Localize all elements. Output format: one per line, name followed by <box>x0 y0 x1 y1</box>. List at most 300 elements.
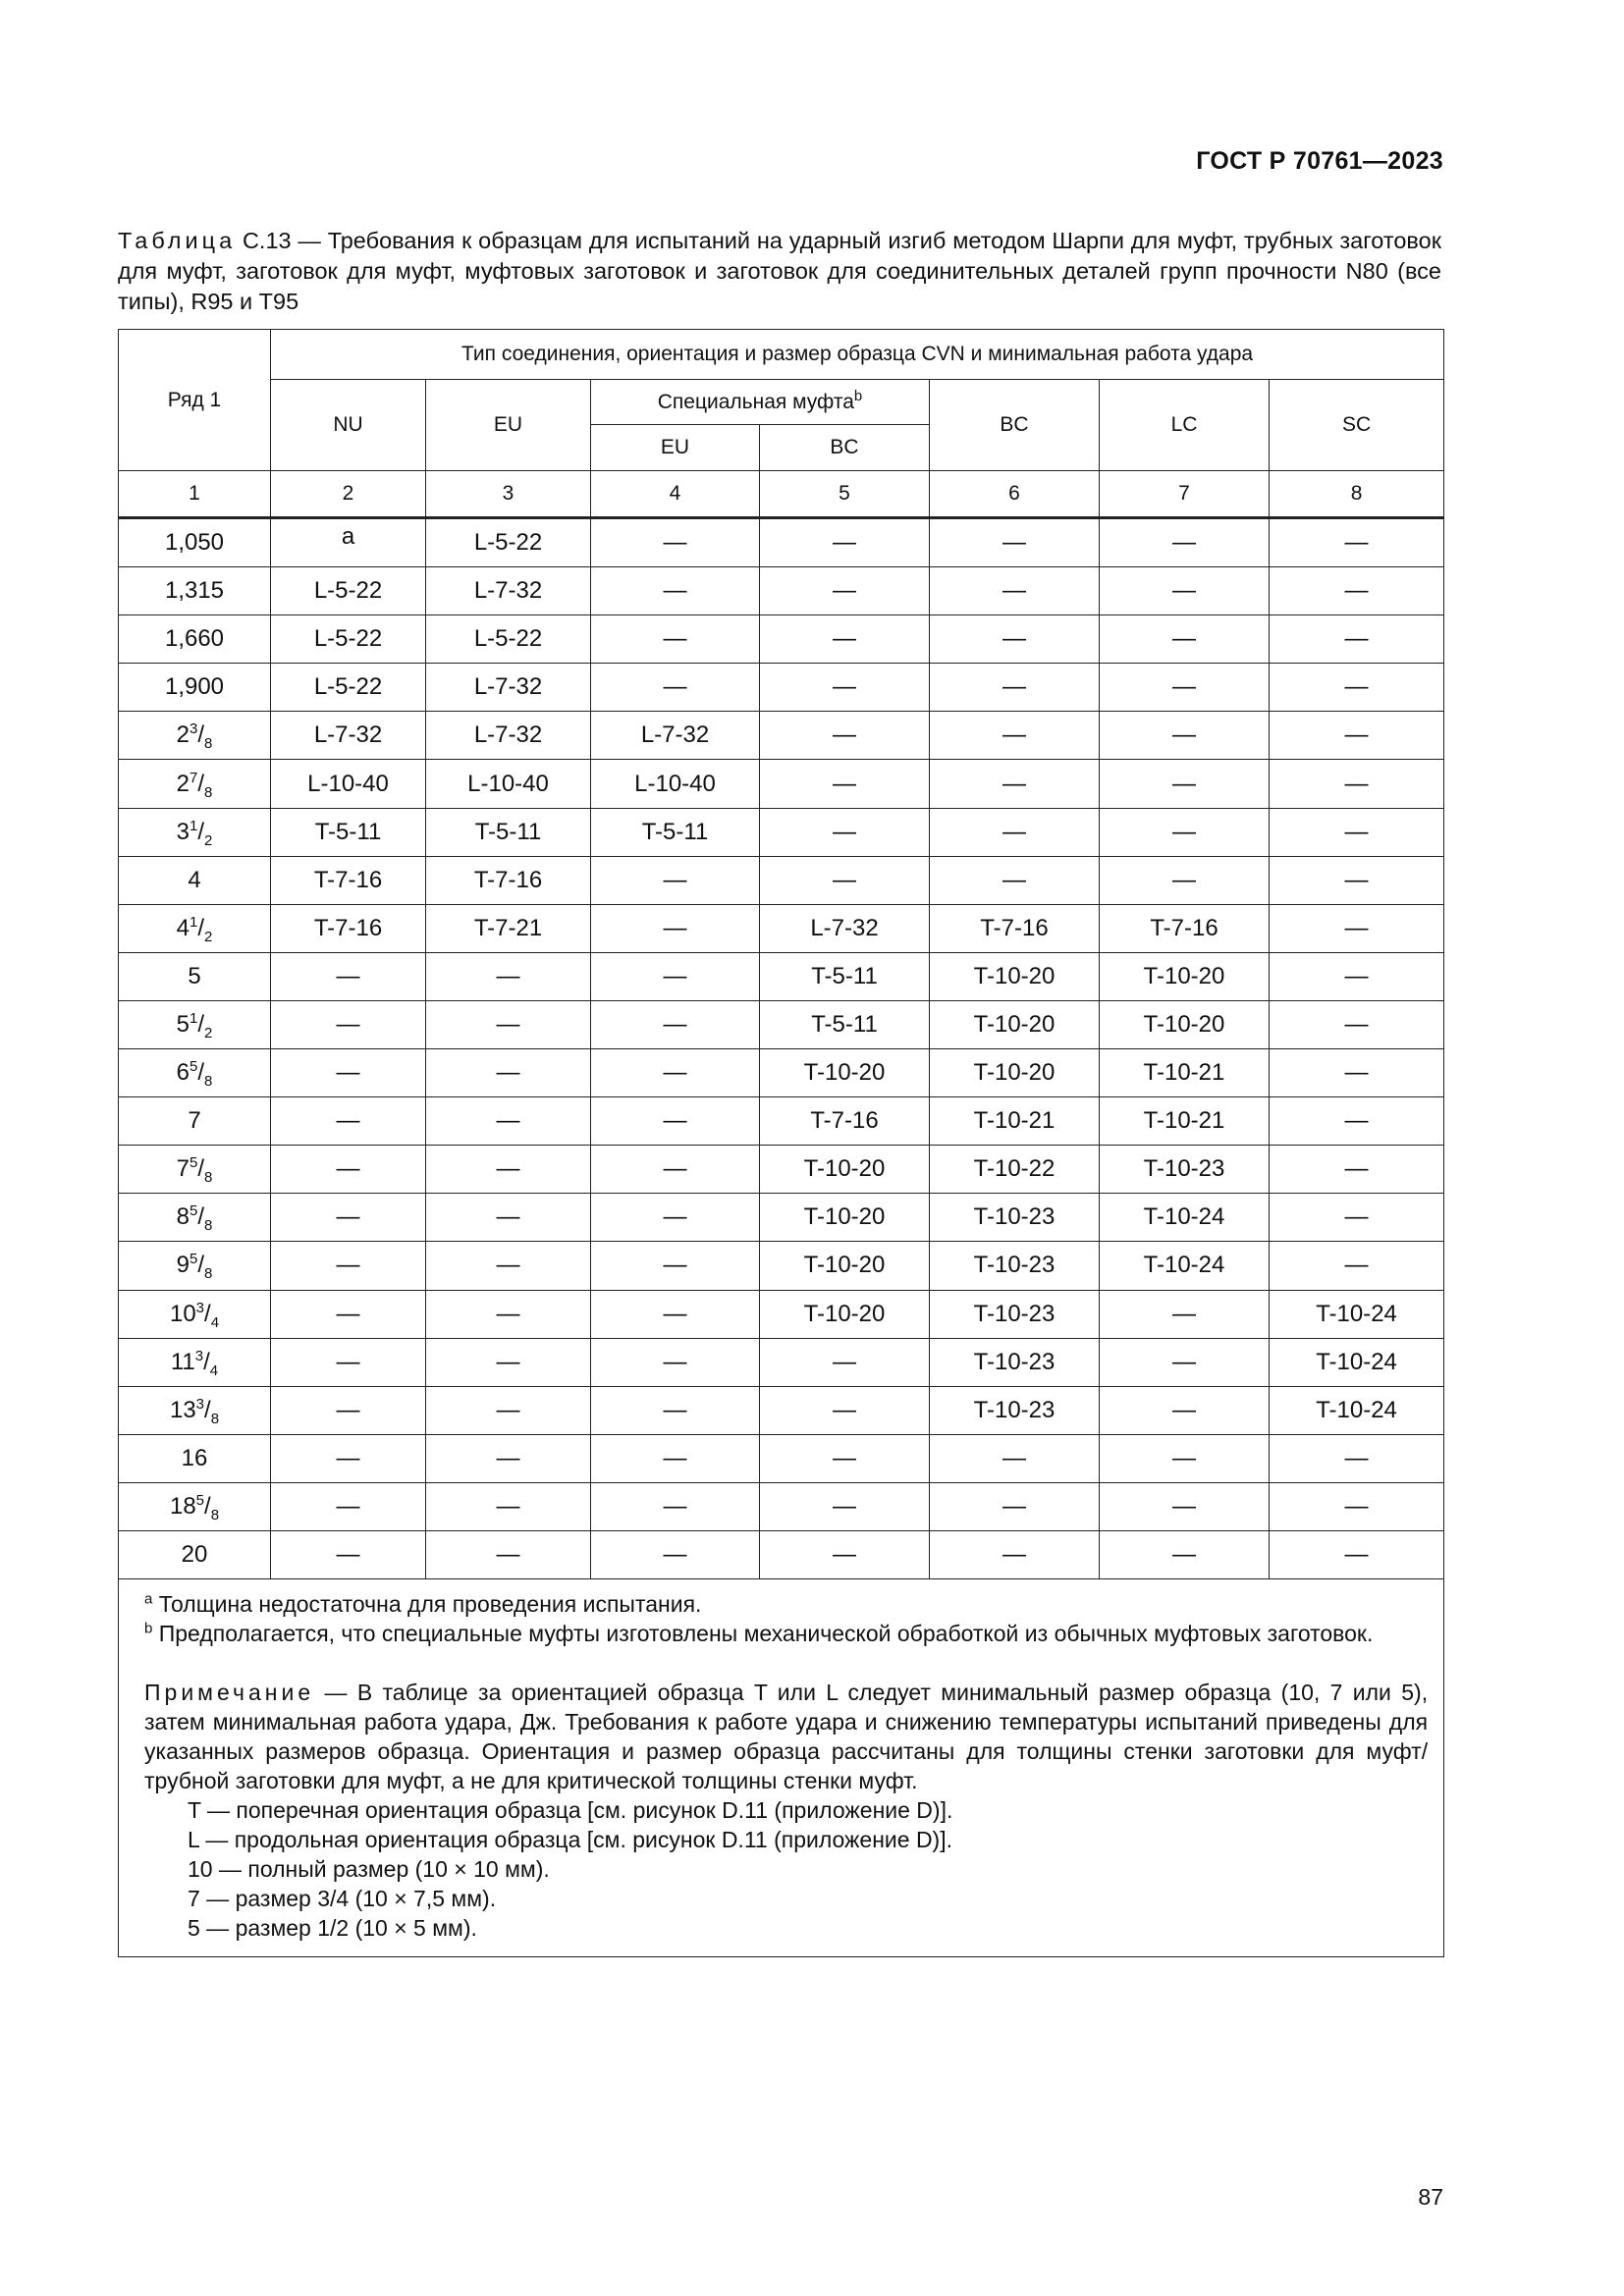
table-body <box>119 518 1444 1579</box>
size-numerator: 5 <box>189 1251 198 1268</box>
size-whole: 2 <box>176 770 189 797</box>
specimen-cell: a <box>271 512 426 561</box>
specimen-cell: T-5-11 <box>760 1000 930 1048</box>
specimen-cell: T-10-20 <box>760 1146 930 1194</box>
specimen-cell: — <box>426 1000 591 1048</box>
size-whole: 10 <box>169 1300 196 1327</box>
specimen-cell: — <box>760 1482 930 1530</box>
specimen-cell: — <box>591 1338 760 1386</box>
specimen-cell: — <box>271 952 426 1000</box>
specimen-cell: T-10-23 <box>930 1338 1100 1386</box>
caption-text: С.13 — Требования к образцам для испытаний на ударный изгиб методом Шарпи для муфт, трубных заготовок для муфт, заготовок для муфт, муфтовых заготовок и заготовок для соединительных деталей групп прочности N80 (все типы), R95 и T95 <box>118 228 1441 314</box>
table-row <box>119 664 1444 712</box>
specimen-cell: — <box>591 1194 760 1242</box>
specimen-cell: L-7-32 <box>760 904 930 952</box>
table-row <box>119 518 1444 567</box>
specimen-cell: — <box>591 1434 760 1482</box>
specimen-cell: — <box>591 1049 760 1097</box>
fraction-slash: / <box>204 1492 211 1520</box>
specimen-cell: — <box>930 615 1100 664</box>
specimen-cell: — <box>426 1482 591 1530</box>
size-denominator: 8 <box>204 735 213 753</box>
specimen-cell: — <box>591 567 760 615</box>
specimen-cell: — <box>591 1290 760 1338</box>
specimen-cell: T-5-11 <box>760 952 930 1000</box>
specimen-cell: — <box>1100 664 1270 712</box>
size-whole: 1,050 <box>164 529 225 557</box>
specimen-cell: — <box>591 518 760 567</box>
specimen-cell: — <box>930 1482 1100 1530</box>
table-caption <box>118 226 1441 317</box>
specimen-cell: — <box>271 1049 426 1097</box>
col-header-lc: LC <box>1100 380 1270 471</box>
fraction-slash: / <box>197 770 205 797</box>
specimen-cell: — <box>271 1194 426 1242</box>
size-numerator: 5 <box>189 1058 198 1076</box>
specimen-cell: — <box>426 1290 591 1338</box>
size-denominator: 2 <box>204 1024 213 1041</box>
fraction-slash: / <box>197 1252 205 1279</box>
pipe-size-cell <box>119 1097 271 1146</box>
size-numerator: 5 <box>189 1202 198 1220</box>
size-whole: 16 <box>181 1444 208 1471</box>
specimen-cell: — <box>1100 1290 1270 1338</box>
specimen-cell: — <box>271 1242 426 1290</box>
fraction-slash: / <box>197 914 205 941</box>
table-row <box>119 615 1444 664</box>
size-denominator: 8 <box>210 1410 220 1427</box>
column-number: 4 <box>591 471 760 518</box>
table-row <box>119 1290 1444 1338</box>
specimen-cell: T-5-11 <box>591 808 760 856</box>
specimen-cell: — <box>271 1386 426 1434</box>
pipe-size-cell <box>119 1000 271 1048</box>
group-header: Тип соединения, ориентация и размер образца CVN и минимальная работа удара <box>271 330 1444 380</box>
column-number: 2 <box>271 471 426 518</box>
specimen-cell: L-7-32 <box>426 712 591 760</box>
specimen-cell: T-10-20 <box>930 1000 1100 1048</box>
pipe-size-cell <box>119 518 271 567</box>
specimen-cell: — <box>426 1242 591 1290</box>
pipe-size-cell <box>119 1386 271 1434</box>
specimen-cell: — <box>930 1434 1100 1482</box>
specimen-cell: — <box>591 1000 760 1048</box>
pipe-size-cell <box>119 1434 271 1482</box>
specimen-cell: — <box>426 1434 591 1482</box>
column-number: 3 <box>426 471 591 518</box>
table-row <box>119 904 1444 952</box>
size-denominator: 8 <box>204 783 213 801</box>
specimen-cell: — <box>271 1530 426 1578</box>
table-row <box>119 1530 1444 1578</box>
size-whole: 7 <box>176 1155 189 1183</box>
specimen-cell: — <box>426 952 591 1000</box>
specimen-cell: — <box>760 518 930 567</box>
table-notes <box>119 1579 1444 1957</box>
size-whole: 9 <box>176 1252 189 1279</box>
footnote-a-text: Толщина недостаточна для проведения испытания. <box>152 1591 702 1618</box>
specimen-cell: — <box>591 664 760 712</box>
specimen-cell: T-10-20 <box>930 1049 1100 1097</box>
fraction-slash: / <box>197 1155 205 1183</box>
fraction-slash: / <box>203 1348 210 1375</box>
specimen-cell: — <box>1270 760 1444 808</box>
specimen-cell: — <box>930 1530 1100 1578</box>
column-number: 1 <box>119 471 271 518</box>
specimen-cell: L-7-32 <box>591 712 760 760</box>
specimen-cell: — <box>1100 760 1270 808</box>
specimen-cell: — <box>591 1530 760 1578</box>
specimen-cell: T-10-20 <box>930 952 1100 1000</box>
size-denominator: 8 <box>204 1169 213 1187</box>
pipe-size-cell <box>119 567 271 615</box>
table-row <box>119 712 1444 760</box>
pipe-size-cell <box>119 1049 271 1097</box>
col-header-special-bc: BC <box>760 425 930 471</box>
specimen-cell: — <box>760 567 930 615</box>
specimen-cell: — <box>591 1242 760 1290</box>
table-row <box>119 1097 1444 1146</box>
specimen-cell: — <box>1270 1049 1444 1097</box>
specimen-cell: L-10-40 <box>591 760 760 808</box>
specimen-cell: T-10-24 <box>1100 1194 1270 1242</box>
specimen-cell: L-5-22 <box>426 518 591 567</box>
size-numerator: 5 <box>195 1491 205 1509</box>
specimen-cell: — <box>1270 1530 1444 1578</box>
specimen-cell: L-5-22 <box>271 615 426 664</box>
note-prefix: Примечание <box>144 1680 315 1706</box>
specimen-cell: L-7-32 <box>426 664 591 712</box>
fraction-slash: / <box>204 1396 211 1423</box>
specimen-cell: T-7-16 <box>1100 904 1270 952</box>
specimen-cell: T-7-16 <box>271 856 426 904</box>
specimen-cell: — <box>1100 1386 1270 1434</box>
table-row <box>119 1434 1444 1482</box>
size-denominator: 4 <box>210 1313 220 1331</box>
specimen-cell: T-10-20 <box>760 1290 930 1338</box>
specimen-cell: T-5-11 <box>271 808 426 856</box>
footnote-b <box>144 1619 1428 1648</box>
specimen-cell: — <box>271 1482 426 1530</box>
specimen-cell: — <box>426 1194 591 1242</box>
page-number: 87 <box>1418 2184 1443 2210</box>
specimen-cell: — <box>760 1530 930 1578</box>
pipe-size-cell <box>119 1338 271 1386</box>
footnote-a-mark: a <box>144 1590 153 1608</box>
table-row <box>119 1386 1444 1434</box>
specimen-cell: L-10-40 <box>426 760 591 808</box>
pipe-size-cell <box>119 664 271 712</box>
table-row <box>119 1049 1444 1097</box>
specimen-cell: — <box>426 1530 591 1578</box>
specimen-cell: — <box>1270 1242 1444 1290</box>
size-whole: 11 <box>170 1348 195 1375</box>
size-whole: 20 <box>181 1541 208 1569</box>
col-header-sc: SC <box>1270 380 1444 471</box>
size-numerator: 7 <box>189 769 198 786</box>
specimen-cell: — <box>271 1146 426 1194</box>
specimen-cell: — <box>930 856 1100 904</box>
pipe-size-cell <box>119 808 271 856</box>
requirements-table <box>118 329 1444 1957</box>
column-number: 8 <box>1270 471 1444 518</box>
specimen-cell: T-10-21 <box>1100 1097 1270 1146</box>
pipe-size-cell <box>119 760 271 808</box>
specimen-cell: — <box>760 808 930 856</box>
size-whole: 1,315 <box>164 577 225 605</box>
specimen-cell: — <box>1100 856 1270 904</box>
specimen-cell: T-10-24 <box>1270 1290 1444 1338</box>
size-whole: 7 <box>188 1107 201 1135</box>
specimen-cell: — <box>1100 808 1270 856</box>
pipe-size-cell <box>119 712 271 760</box>
specimen-cell: L-5-22 <box>271 567 426 615</box>
pipe-size-cell <box>119 1242 271 1290</box>
specimen-cell: T-10-23 <box>1100 1146 1270 1194</box>
legend-item: 10 — полный размер (10 × 10 мм). <box>188 1856 550 1883</box>
specimen-cell: — <box>426 1097 591 1146</box>
size-whole: 8 <box>176 1203 189 1231</box>
footnote-b-ref: b <box>853 387 863 404</box>
fraction-slash: / <box>197 818 205 845</box>
specimen-cell: — <box>760 1338 930 1386</box>
table-row <box>119 760 1444 808</box>
specimen-cell: — <box>591 952 760 1000</box>
specimen-cell: — <box>760 1434 930 1482</box>
col-header-special-coupling <box>591 380 930 425</box>
specimen-cell: — <box>1100 712 1270 760</box>
specimen-cell: T-7-16 <box>760 1097 930 1146</box>
specimen-cell: — <box>930 567 1100 615</box>
special-coupling-label: Специальная муфта <box>657 390 854 413</box>
specimen-cell: — <box>426 1338 591 1386</box>
size-numerator: 3 <box>195 1299 205 1316</box>
row-header: Ряд 1 <box>119 330 271 471</box>
specimen-cell: T-10-22 <box>930 1146 1100 1194</box>
specimen-cell: — <box>1270 1194 1444 1242</box>
legend-item: L — продольная ориентация образца [см. рисунок D.11 (приложение D)]. <box>188 1827 953 1853</box>
note <box>144 1678 1428 1795</box>
col-header-special-eu: EU <box>591 425 760 471</box>
specimen-cell: — <box>760 760 930 808</box>
specimen-cell: — <box>1270 615 1444 664</box>
specimen-cell: T-10-20 <box>760 1242 930 1290</box>
size-denominator: 8 <box>210 1506 220 1523</box>
specimen-cell: L-7-32 <box>426 567 591 615</box>
size-denominator: 2 <box>204 928 213 945</box>
specimen-cell: T-7-21 <box>426 904 591 952</box>
specimen-cell: L-5-22 <box>426 615 591 664</box>
specimen-cell: — <box>591 1146 760 1194</box>
table-row <box>119 1338 1444 1386</box>
size-whole: 5 <box>176 1010 189 1038</box>
pipe-size-cell <box>119 1530 271 1578</box>
specimen-cell: T-10-23 <box>930 1242 1100 1290</box>
pipe-size-cell <box>119 615 271 664</box>
specimen-cell: — <box>1270 518 1444 567</box>
specimen-cell: — <box>591 1482 760 1530</box>
fraction-slash: / <box>204 1300 211 1327</box>
size-whole: 4 <box>176 914 189 941</box>
size-denominator: 8 <box>204 1265 213 1283</box>
specimen-cell: — <box>1270 664 1444 712</box>
specimen-cell: T-10-21 <box>1100 1049 1270 1097</box>
col-header-bc: BC <box>930 380 1100 471</box>
specimen-cell: — <box>930 664 1100 712</box>
specimen-cell: — <box>760 856 930 904</box>
size-denominator: 8 <box>204 1072 213 1090</box>
standard-code: ГОСТ Р 70761—2023 <box>1196 147 1443 175</box>
specimen-cell: — <box>930 760 1100 808</box>
legend-item: 7 — размер 3/4 (10 × 7,5 мм). <box>188 1886 497 1912</box>
table-row <box>119 567 1444 615</box>
col-header-eu: EU <box>426 380 591 471</box>
size-whole: 6 <box>176 1059 189 1087</box>
fraction-slash: / <box>197 1059 205 1087</box>
specimen-cell: T-10-23 <box>930 1290 1100 1338</box>
size-whole: 4 <box>188 866 201 893</box>
specimen-cell: — <box>1270 952 1444 1000</box>
specimen-cell: — <box>271 1434 426 1482</box>
table-row <box>119 1194 1444 1242</box>
specimen-cell: T-7-16 <box>271 904 426 952</box>
specimen-cell: L-5-22 <box>271 664 426 712</box>
specimen-cell: T-10-24 <box>1270 1338 1444 1386</box>
table-row <box>119 1146 1444 1194</box>
specimen-cell: — <box>271 1097 426 1146</box>
size-whole: 18 <box>169 1492 196 1520</box>
specimen-cell: — <box>591 904 760 952</box>
footnote-b-mark: b <box>144 1620 153 1637</box>
size-numerator: 5 <box>189 1154 198 1172</box>
column-numbers-row <box>119 471 1444 518</box>
specimen-cell: — <box>1270 808 1444 856</box>
specimen-cell: T-10-20 <box>760 1194 930 1242</box>
specimen-cell: T-10-24 <box>1100 1242 1270 1290</box>
table-row <box>119 952 1444 1000</box>
specimen-cell: L-7-32 <box>271 712 426 760</box>
specimen-cell: — <box>271 1000 426 1048</box>
size-whole: 1,900 <box>164 673 225 701</box>
specimen-cell: — <box>1270 1000 1444 1048</box>
specimen-cell: — <box>1270 1434 1444 1482</box>
pipe-size-cell <box>119 952 271 1000</box>
size-denominator: 8 <box>204 1217 213 1235</box>
specimen-cell: — <box>591 856 760 904</box>
specimen-cell: — <box>1100 1482 1270 1530</box>
specimen-cell: — <box>1270 1097 1444 1146</box>
size-numerator: 1 <box>189 1009 198 1027</box>
specimen-cell: — <box>760 664 930 712</box>
fraction-slash: / <box>197 1203 205 1231</box>
column-number: 5 <box>760 471 930 518</box>
specimen-cell: — <box>760 1386 930 1434</box>
col-header-nu: NU <box>271 380 426 471</box>
specimen-cell: T-7-16 <box>426 856 591 904</box>
size-numerator: 1 <box>189 913 198 931</box>
specimen-cell: — <box>930 518 1100 567</box>
specimen-cell: — <box>1270 856 1444 904</box>
legend-item: 5 — размер 1/2 (10 × 5 мм). <box>188 1915 477 1942</box>
specimen-cell: — <box>1100 1530 1270 1578</box>
specimen-cell: — <box>591 1097 760 1146</box>
legend-item: T — поперечная ориентация образца [см. рисунок D.11 (приложение D)]. <box>188 1797 953 1824</box>
size-whole: 13 <box>169 1396 196 1423</box>
specimen-cell: — <box>1270 1482 1444 1530</box>
pipe-size-cell <box>119 904 271 952</box>
table-header <box>119 330 1444 518</box>
size-denominator: 4 <box>209 1362 219 1379</box>
size-numerator: 3 <box>189 721 198 738</box>
size-whole: 1,660 <box>164 625 225 653</box>
specimen-cell: T-5-11 <box>426 808 591 856</box>
table-row <box>119 1242 1444 1290</box>
specimen-cell: — <box>271 1290 426 1338</box>
specimen-cell: T-10-20 <box>1100 1000 1270 1048</box>
specimen-cell: T-10-23 <box>930 1194 1100 1242</box>
specimen-cell: — <box>1100 518 1270 567</box>
specimen-cell: — <box>1100 567 1270 615</box>
caption-prefix: Таблица <box>118 228 237 253</box>
table-row <box>119 808 1444 856</box>
pipe-size-cell <box>119 1482 271 1530</box>
specimen-cell: — <box>591 1386 760 1434</box>
specimen-cell: — <box>930 808 1100 856</box>
specimen-cell: — <box>591 615 760 664</box>
column-number: 6 <box>930 471 1100 518</box>
size-numerator: 3 <box>195 1395 205 1413</box>
table-row <box>119 1482 1444 1530</box>
specimen-cell: — <box>1100 1434 1270 1482</box>
pipe-size-cell <box>119 1290 271 1338</box>
specimen-cell: — <box>930 712 1100 760</box>
specimen-cell: — <box>426 1386 591 1434</box>
fraction-slash: / <box>197 721 205 749</box>
specimen-cell: — <box>1100 615 1270 664</box>
pipe-size-cell <box>119 856 271 904</box>
specimen-cell: T-10-21 <box>930 1097 1100 1146</box>
table-row <box>119 1000 1444 1048</box>
note-text: — В таблице за ориентацией образца T или L следует минимальный размер образца (10, 7 или 5), затем минимальная работа удара, Дж. Требования к работе удара и снижению температуры испытаний приведены для указанных размеров образца. Ориентация и размер образца рассчитаны для толщины стенки заготовки для муфт/трубной заготовки для муфт, а не для критической толщины стенки муфт. <box>144 1680 1429 1794</box>
specimen-cell: — <box>1270 567 1444 615</box>
footnote-a <box>144 1589 1428 1619</box>
specimen-cell: — <box>271 1338 426 1386</box>
specimen-cell: — <box>426 1146 591 1194</box>
table-row <box>119 856 1444 904</box>
pipe-size-cell <box>119 1146 271 1194</box>
size-numerator: 3 <box>194 1347 204 1364</box>
fraction-slash: / <box>197 1010 205 1038</box>
specimen-cell: — <box>1270 712 1444 760</box>
specimen-cell: — <box>760 615 930 664</box>
specimen-cell: L-10-40 <box>271 760 426 808</box>
specimen-cell: T-10-20 <box>1100 952 1270 1000</box>
footnote-b-text: Предполагается, что специальные муфты изготовлены механической обработкой из обычных муфтовых заготовок. <box>152 1621 1374 1647</box>
specimen-cell: — <box>760 712 930 760</box>
specimen-cell: — <box>1100 1338 1270 1386</box>
specimen-cell: T-10-23 <box>930 1386 1100 1434</box>
specimen-cell: T-10-24 <box>1270 1386 1444 1434</box>
size-denominator: 2 <box>204 831 213 849</box>
size-whole: 5 <box>188 962 201 989</box>
size-whole: 3 <box>176 818 189 845</box>
specimen-cell: T-10-20 <box>760 1049 930 1097</box>
specimen-cell: — <box>1270 1146 1444 1194</box>
specimen-cell: T-7-16 <box>930 904 1100 952</box>
size-numerator: 1 <box>189 817 198 834</box>
size-whole: 2 <box>176 721 189 749</box>
column-number: 7 <box>1100 471 1270 518</box>
